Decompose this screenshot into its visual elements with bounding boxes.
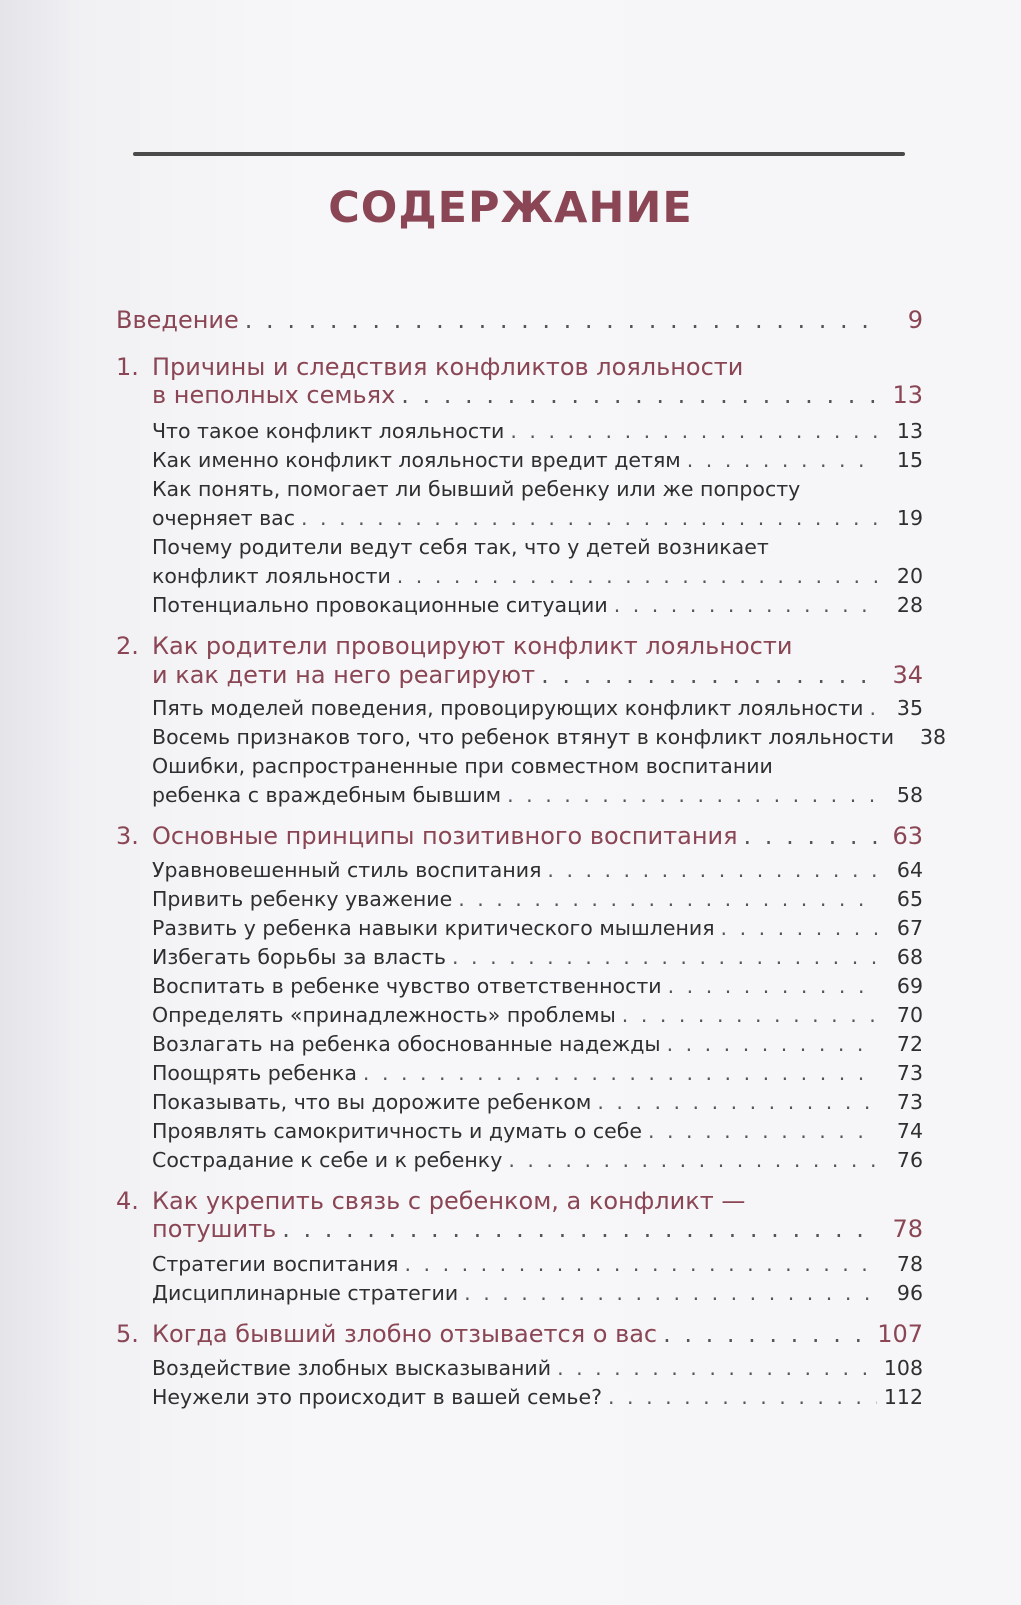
toc-page-number: 72 — [896, 1032, 923, 1056]
chapter-number: 5. — [116, 1320, 139, 1348]
toc-page-number: 78 — [892, 1215, 923, 1243]
dot-leader — [687, 448, 877, 472]
header-rule — [133, 152, 905, 156]
toc-entry-title: Воздействие злобных высказываний — [152, 1356, 552, 1380]
page-title: СОДЕРЖАНИЕ — [328, 183, 693, 233]
toc-subentry[interactable] — [152, 916, 923, 940]
dot-leader — [397, 564, 877, 588]
toc-chapter-3[interactable] — [152, 822, 923, 850]
dot-leader — [510, 419, 877, 443]
toc-chapter-1[interactable] — [152, 381, 923, 409]
dot-leader — [405, 1252, 877, 1276]
dot-leader — [245, 306, 877, 334]
dot-leader — [547, 858, 877, 882]
toc-entry-title: Введение — [116, 306, 239, 334]
toc-page-number: 78 — [896, 1252, 923, 1276]
toc-chapter-5[interactable] — [152, 1320, 923, 1348]
chapter-title-line[interactable]: Как укрепить связь с ребенком, а конфликт — — [152, 1187, 746, 1215]
toc-entry-title: Дисциплинарные стратегии — [152, 1281, 459, 1305]
dot-leader — [667, 1032, 877, 1056]
chapter-title-line[interactable]: Как родители провоцируют конфликт лояльности — [152, 632, 793, 660]
toc-page-number: 13 — [892, 381, 923, 409]
chapter-number: 3. — [116, 822, 139, 850]
toc-subentry[interactable] — [152, 1090, 923, 1114]
chapter-number: 2. — [116, 632, 139, 660]
toc-page-number: 65 — [896, 887, 923, 911]
chapter-number: 4. — [116, 1187, 139, 1215]
toc-entry-title: Избегать борьбы за власть — [152, 945, 447, 969]
toc-subentry-line[interactable]: Почему родители ведут себя так, что у детей возникает — [152, 535, 769, 559]
toc-page-number: 73 — [896, 1061, 923, 1085]
toc-entry-intro[interactable] — [116, 306, 923, 334]
toc-page-number: 35 — [896, 696, 923, 720]
toc-subentry[interactable] — [152, 1252, 923, 1276]
toc-subentry[interactable] — [152, 783, 923, 807]
chapter-number: 1. — [116, 353, 139, 381]
toc-entry-title: Что такое конфликт лояльности — [152, 419, 505, 443]
dot-leader — [744, 822, 877, 850]
toc-page-number: 38 — [919, 725, 947, 749]
toc-subentry[interactable] — [152, 974, 923, 998]
dot-leader — [597, 1090, 877, 1114]
toc-subentry[interactable] — [152, 419, 923, 443]
toc-entry-title: Потенциально провокационные ситуации — [152, 593, 608, 617]
toc-entry-title: Пять моделей поведения, провоцирующих конфликт лояльности — [152, 696, 864, 720]
dot-leader — [301, 506, 877, 530]
toc-page-number: 70 — [896, 1003, 923, 1027]
chapter-title-line[interactable]: Причины и следствия конфликтов лояльности — [152, 353, 744, 381]
toc-entry-title: Привить ребенку уважение — [152, 887, 453, 911]
toc-chapter-4[interactable] — [152, 1215, 923, 1243]
dot-leader — [614, 593, 877, 617]
toc-subentry[interactable] — [152, 887, 923, 911]
toc-subentry[interactable] — [152, 1148, 923, 1172]
toc-page-number: 73 — [896, 1090, 923, 1114]
toc-subentry[interactable] — [152, 1032, 923, 1056]
toc-page-number: 15 — [896, 448, 923, 472]
toc-entry-title: Поощрять ребенка — [152, 1061, 357, 1085]
toc-subentry[interactable] — [152, 945, 923, 969]
toc-entry-title: конфликт лояльности — [152, 564, 391, 588]
toc-page-number: 28 — [896, 593, 923, 617]
dot-leader — [668, 974, 877, 998]
dot-leader — [507, 783, 877, 807]
toc-subentry[interactable] — [152, 696, 923, 720]
chapter-title-line: потушить — [152, 1215, 277, 1243]
toc-entry-title: Определять «принадлежность» проблемы — [152, 1003, 616, 1027]
toc-page-number: 112 — [883, 1385, 923, 1409]
toc-page-number: 9 — [907, 306, 923, 334]
dot-leader — [452, 945, 877, 969]
toc-entry-title: Воспитать в ребенке чувство ответственности — [152, 974, 662, 998]
toc-page-number: 63 — [892, 822, 923, 850]
toc-chapter-2[interactable] — [152, 661, 923, 689]
toc-subentry[interactable] — [152, 506, 923, 530]
toc-subentry[interactable] — [152, 1119, 923, 1143]
toc-subentry[interactable] — [152, 858, 923, 882]
toc-entry-title: очерняет вас — [152, 506, 295, 530]
toc-page-number: 108 — [883, 1356, 923, 1380]
toc-entry-title: Развить у ребенка навыки критического мышления — [152, 916, 715, 940]
toc-subentry[interactable] — [152, 564, 923, 588]
toc-subentry[interactable] — [152, 1385, 923, 1409]
toc-entry-title: Сострадание к себе и к ребенку — [152, 1148, 503, 1172]
toc-page-number: 20 — [896, 564, 923, 588]
dot-leader — [282, 1215, 877, 1243]
toc-entry-title: Возлагать на ребенка обоснованные надежды — [152, 1032, 661, 1056]
toc-page-number: 68 — [896, 945, 923, 969]
toc-entry-title: Восемь признаков того, что ребенок втянут в конфликт лояльности — [152, 725, 895, 749]
dot-leader — [541, 661, 877, 689]
toc-page-number: 76 — [896, 1148, 923, 1172]
toc-entry-title: Уравновешенный стиль воспитания — [152, 858, 542, 882]
toc-subentry-line[interactable]: Ошибки, распространенные при совместном воспитании — [152, 754, 773, 778]
dot-leader — [458, 887, 877, 911]
toc-page-number: 34 — [892, 661, 923, 689]
dot-leader — [721, 916, 877, 940]
toc-page-number: 69 — [896, 974, 923, 998]
dot-leader — [648, 1119, 877, 1143]
toc-entry-title: Показывать, что вы дорожите ребенком — [152, 1090, 592, 1114]
dot-leader — [622, 1003, 877, 1027]
chapter-title-line: Когда бывший злобно отзывается о вас — [152, 1320, 658, 1348]
toc-page-number: 74 — [896, 1119, 923, 1143]
toc-subentry[interactable] — [152, 1281, 923, 1305]
dot-leader — [608, 1385, 877, 1409]
toc-entry-title: Неужели это происходит в вашей семье? — [152, 1385, 602, 1409]
toc-page-number: 96 — [896, 1281, 923, 1305]
dot-leader — [401, 381, 877, 409]
toc-subentry[interactable] — [152, 1003, 923, 1027]
toc-subentry[interactable] — [152, 1061, 923, 1085]
toc-page-number: 58 — [896, 783, 923, 807]
toc-entry-title: Проявлять самокритичность и думать о себе — [152, 1119, 642, 1143]
toc-subentry[interactable] — [152, 1356, 923, 1380]
toc-entry-title: Как именно конфликт лояльности вредит детям — [152, 448, 681, 472]
dot-leader — [869, 696, 877, 720]
dot-leader — [363, 1061, 877, 1085]
toc-page-number: 107 — [877, 1320, 923, 1348]
chapter-title-line: Основные принципы позитивного воспитания — [152, 822, 738, 850]
toc-subentry[interactable] — [152, 725, 947, 749]
toc-subentry[interactable] — [152, 593, 923, 617]
dot-leader — [508, 1148, 877, 1172]
chapter-title-line: и как дети на него реагируют — [152, 661, 536, 689]
toc-entry-title: ребенка с враждебным бывшим — [152, 783, 502, 807]
dot-leader — [464, 1281, 877, 1305]
toc-page-number: 64 — [896, 858, 923, 882]
toc-subentry-line[interactable]: Как понять, помогает ли бывший ребенку или же попросту — [152, 477, 801, 501]
toc-page-number: 13 — [896, 419, 923, 443]
toc-subentry[interactable] — [152, 448, 923, 472]
chapter-title-line: в неполных семьях — [152, 381, 396, 409]
toc-page-number: 67 — [896, 916, 923, 940]
dot-leader — [663, 1320, 871, 1348]
dot-leader — [557, 1356, 877, 1380]
toc-page-number: 19 — [896, 506, 923, 530]
toc-entry-title: Стратегии воспитания — [152, 1252, 399, 1276]
